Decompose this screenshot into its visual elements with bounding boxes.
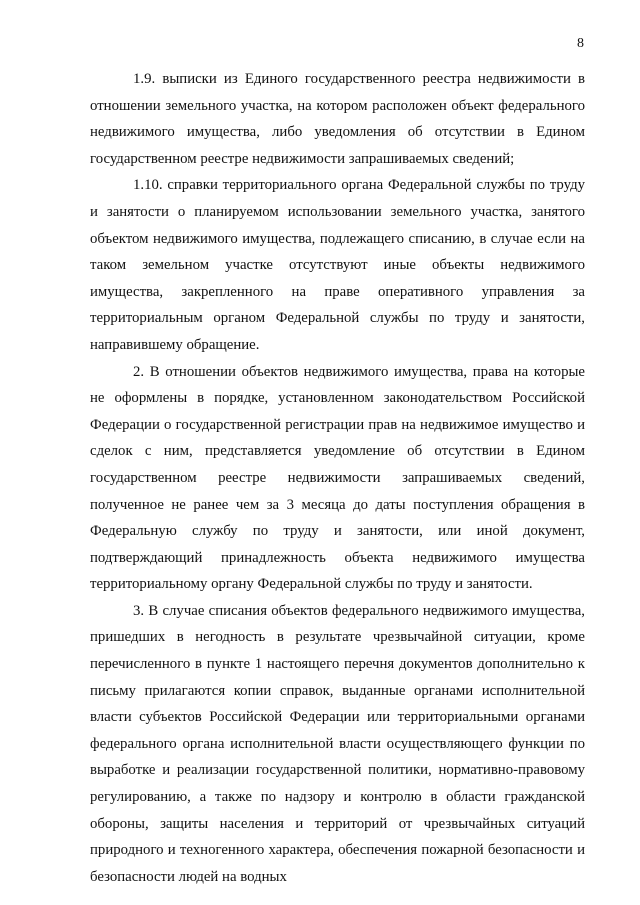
page-number: 8: [577, 36, 584, 51]
paragraph-2: 2. В отношении объектов недвижимого имущества, права на которые не оформлены в порядке, установленном законодательством Российской Федерации о государственной регистрации прав на недвижимое имущество и сделок с ним, представляется уведомление об отсутствии в Едином государственном реестре недвижимости запрашиваемых сведений, полученное не ранее чем за 3 месяца до даты поступления обращения в Федеральную службу по труду и занятости, или иной документ, подтверждающий принадлежность объекта недвижимого имущества территориальному органу Федеральной службы по труду и занятости.: [90, 363, 585, 593]
paragraph-1-9: 1.9. выписки из Единого государственного реестра недвижимости в отношении земельного участка, на котором расположен объект федерального недвижимого имущества, либо уведомления об отсутствии в Едином государственном реестре недвижимости запрашиваемых сведений;: [90, 71, 585, 167]
paragraph-3: 3. В случае списания объектов федерального недвижимого имущества, пришедших в негодность в результате чрезвычайной ситуации, кроме перечисленного в пункте 1 настоящего перечня документов дополнительно к письму прилагаются копии справок, выданные органами исполнительной власти субъектов Российской Федерации или территориальными органами федерального органа исполнительной власти осуществляющего функции по выработке и реализации государственной политики, нормативно-правовому регулированию, а также по надзору и контролю в области гражданской обороны, защиты населения и территорий от чрезвычайных ситуаций природного и техногенного характера, обеспечения пожарной безопасности и безопасности людей на водных: [90, 602, 585, 885]
paragraph-1-10: 1.10. справки территориального органа Федеральной службы по труду и занятости о планируемом использовании земельного участка, занятого объектом недвижимого имущества, подлежащего списанию, в случае если на таком земельном участке отсутствуют иные объекты недвижимого имущества, закрепленного на праве оперативного управления за территориальным органом Федеральной службы по труду и занятости, направившему обращение.: [90, 177, 585, 353]
document-body: [90, 66, 585, 890]
